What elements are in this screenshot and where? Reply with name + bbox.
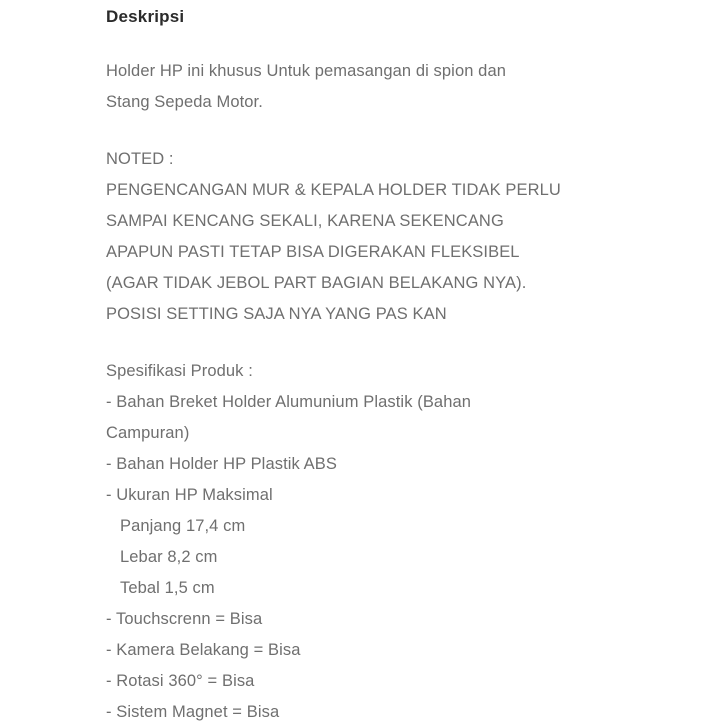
list-item: Panjang 17,4 cm: [120, 517, 246, 535]
noted-heading: NOTED :: [106, 150, 174, 168]
spec-list: [106, 387, 686, 728]
list-item: - Kamera Belakang = Bisa: [106, 641, 301, 659]
list-item: - Rotasi 360° = Bisa: [106, 672, 255, 690]
noted-line-4: (AGAR TIDAK JEBOL PART BAGIAN BELAKANG NYA).: [106, 274, 527, 292]
specification-block: [106, 356, 686, 728]
noted-block: [106, 144, 686, 330]
list-item: - Sistem Magnet = Bisa: [106, 703, 280, 721]
page-title: Deskripsi: [106, 7, 185, 26]
list-item: Lebar 8,2 cm: [120, 548, 218, 566]
list-item: - Touchscrenn = Bisa: [106, 610, 263, 628]
list-item: - Bahan Holder HP Plastik ABS: [106, 455, 337, 473]
noted-line-3: APAPUN PASTI TETAP BISA DIGERAKAN FLEKSIBEL: [106, 243, 520, 261]
noted-line-1: PENGENCANGAN MUR & KEPALA HOLDER TIDAK PERLU: [106, 181, 561, 199]
intro-line-1: Holder HP ini khusus Untuk pemasangan di spion dan: [106, 62, 507, 80]
spec-heading: Spesifikasi Produk :: [106, 362, 253, 380]
list-item: - Ukuran HP Maksimal: [106, 486, 273, 504]
noted-line-5: POSISI SETTING SAJA NYA YANG PAS KAN: [106, 305, 447, 323]
list-item: Tebal 1,5 cm: [120, 579, 215, 597]
list-item: Campuran): [106, 424, 190, 442]
noted-line-2: SAMPAI KENCANG SEKALI, KARENA SEKENCANG: [106, 212, 504, 230]
intro-line-2: Stang Sepeda Motor.: [106, 93, 263, 111]
list-item: - Bahan Breket Holder Alumunium Plastik (Bahan: [106, 393, 472, 411]
intro-block: [106, 56, 686, 118]
